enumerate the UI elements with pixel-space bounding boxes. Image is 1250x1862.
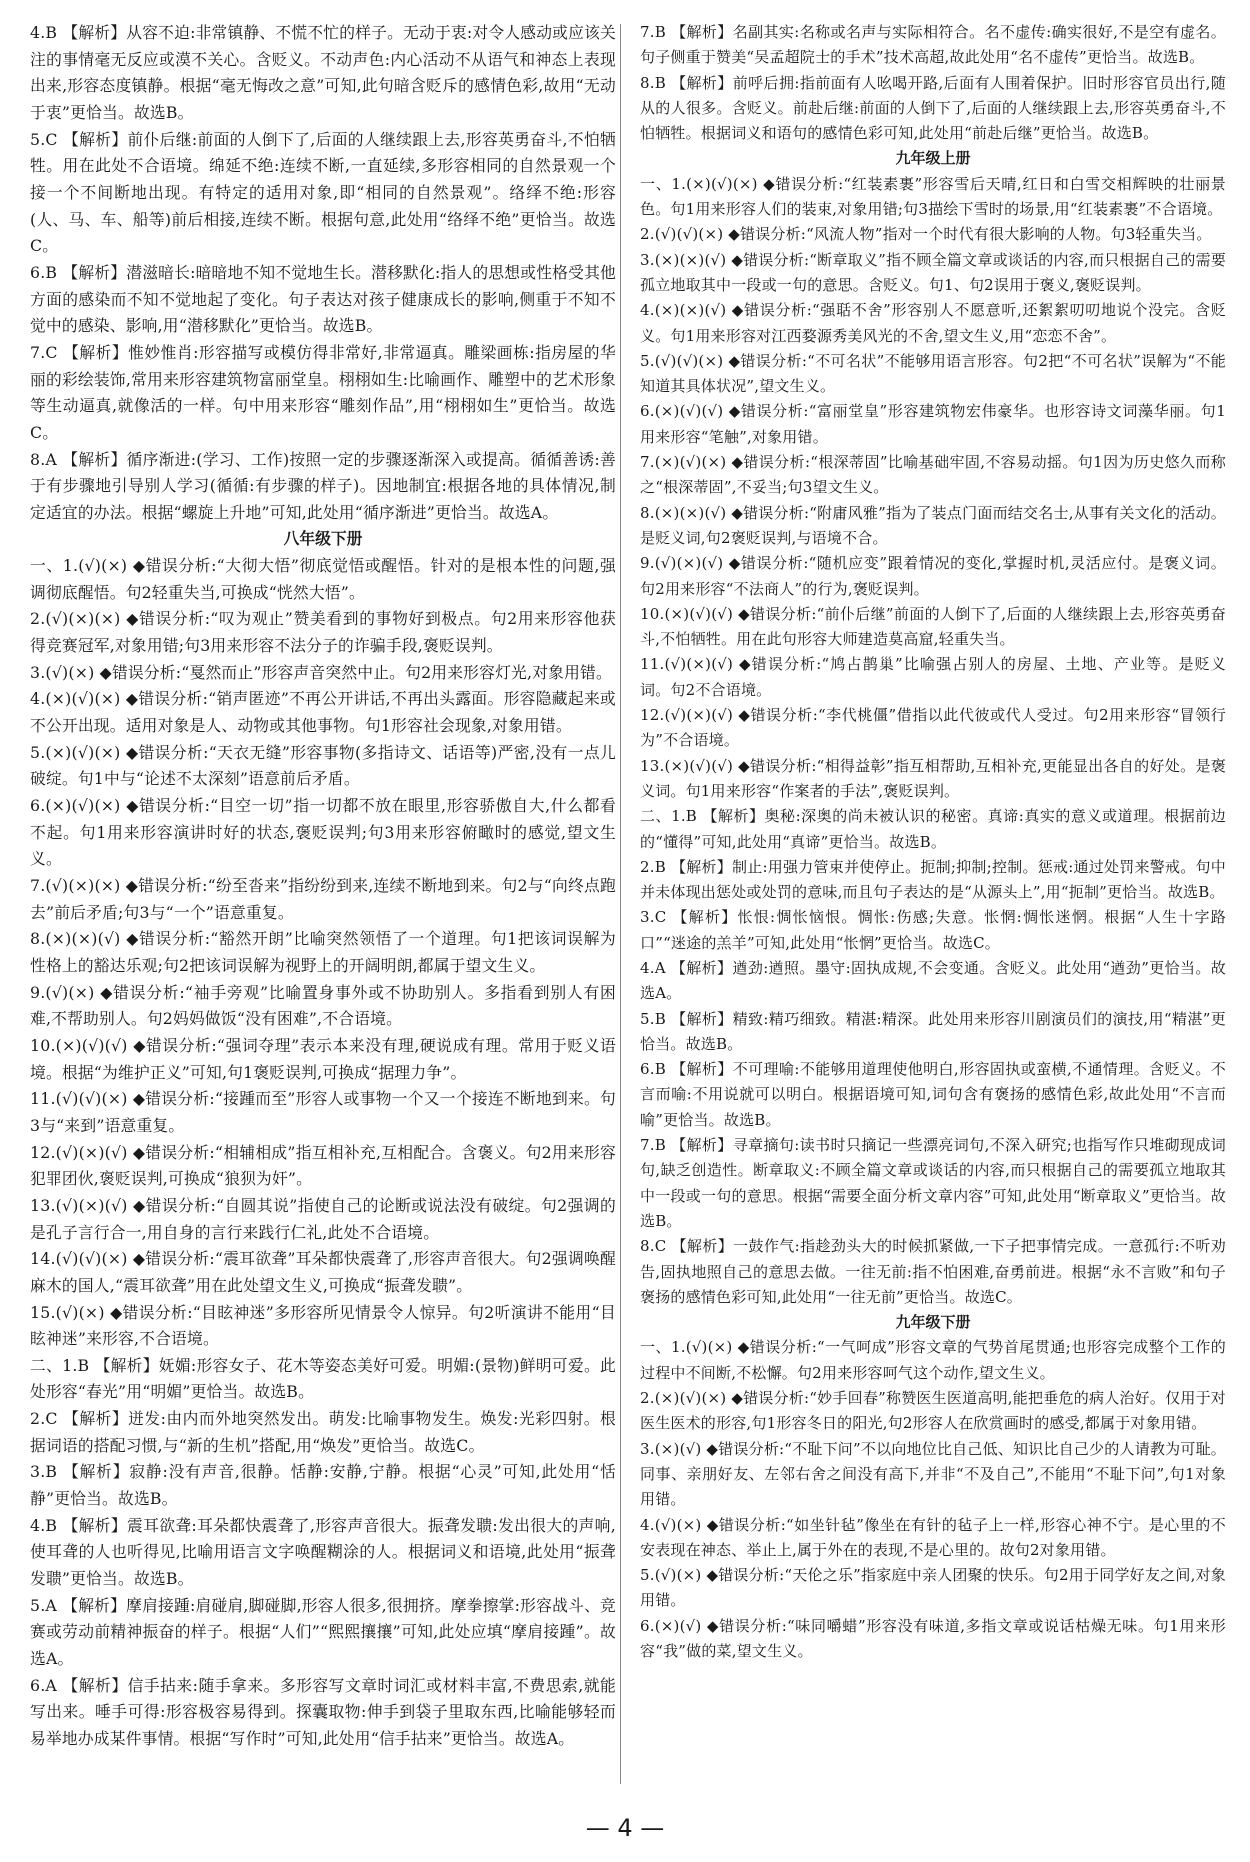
answer-paragraph: 5.A 【解析】摩肩接踵:肩碰肩,脚碰脚,形容人很多,很拥挤。摩拳擦掌:形容战斗、竞赛或劳动前精神振奋的样子。根据“人们”“熙熙攘攘”可知,此处应填“摩肩接踵”。故选A。 [30,1595,616,1669]
answer-paragraph: 6.(×)(√)(×) ◆错误分析:“目空一切”指一切都不放在眼里,形容骄傲自大,什么都看不起。句1用来形容演讲时好的状态,褒贬误判;句3用来形容俯瞰时的感觉,望文生义。 [30,796,616,869]
answer-paragraph: 10.(×)(√)(√) ◆错误分析:“前仆后继”前面的人倒下了,后面的人继续跟上去,形容英勇奋斗,不怕牺牲。用在此句形容大师建造莫高窟,轻重失当。 [640,604,1226,649]
answer-paragraph: 二、1.B 【解析】奥秘:深奥的尚未被认识的秘密。真谛:真实的意义或道理。根据前边的“懂得”可知,此处用“真谛”更恰当。故选B。 [640,807,1226,851]
answer-paragraph: 一、1.(√)(×) ◆错误分析:“大彻大悟”彻底觉悟或醒悟。针对的是根本性的问题,强调彻底醒悟。句2轻重失当,可换成“恍然大悟”。 [30,556,616,602]
answer-paragraph: 3.(×)(×)(√) ◆错误分析:“断章取义”指不顾全篇文章或谈话的内容,而只根据自己的需要孤立地取其中一段或一句的意思。含贬义。句1、句2误用于褒义,褒贬误判。 [640,250,1226,294]
section-heading: 九年级上册 [895,149,971,168]
answer-paragraph: 8.B 【解析】前呼后拥:指前面有人吆喝开路,后面有人围着保护。旧时形容官员出行,随从的人很多。含贬义。前赴后继:前面的人倒下了,后面的人继续跟上去,形容英勇奋斗,不怕牺牲。根据词义和语句的感情色彩可知,此处用“前赴后继”更恰当。故选B。 [640,73,1226,143]
answer-paragraph: 3.(√)(×) ◆错误分析:“戛然而止”形容声音突然中止。句2用来形容灯光,对象用错。 [30,662,612,682]
section-heading: 九年级下册 [895,1313,971,1332]
answer-paragraph: 12.(√)(×)(√) ◆错误分析:“李代桃僵”借指以此代彼或代人受过。句2用来形容“冒领行为”不合语境。 [640,706,1226,750]
answer-paragraph: 8.(×)(×)(√) ◆错误分析:“豁然开朗”比喻突然领悟了一个道理。句1把该词误解为性格上的豁达乐观;句2把该词误解为视野上的开阔明朗,都属于望文生义。 [30,929,616,975]
answer-paragraph: 8.(×)(×)(√) ◆错误分析:“附庸风雅”指为了装点门面而结交名士,从事有关文化的活动。是贬义词,句2褒贬误判,与语境不合。 [640,503,1226,547]
answer-paragraph: 5.C 【解析】前仆后继:前面的人倒下了,后面的人继续跟上去,形容英勇奋斗,不怕牺牲。用在此处不合语境。绵延不绝:连续不断,一直延续,多形容相同的自然景观一个接一个不间断地出现。有特定的适用对象,即“相同的自然景观”。络绎不绝:形容(人、马、车、船等)前后相接,连续不断。根据句意,此处用“络绎不绝”更恰当。故选C。 [30,129,616,256]
answer-paragraph: 6.B 【解析】不可理喻:不能够用道理使他明白,形容固执或蛮横,不通情理。含贬义。不言而喻:不用说就可以明白。根据语境可知,词句含有褒扬的感情色彩,故此处用“不言而喻”更恰当。故选B。 [640,1060,1226,1129]
answer-paragraph: 2.(√)(×)(×) ◆错误分析:“叹为观止”赞美看到的事物好到极点。句2用来形容他获得竞赛冠军,对象用错;句3用来形容不法分子的诈骗手段,褒贬误判。 [30,609,616,656]
answer-paragraph: 5.(√)(√)(×) ◆错误分析:“不可名状”不能够用语言形容。句2把“不可名状”误解为“不能知道其具体状况”,望文生义。 [640,351,1226,396]
page-number: — 4 — [585,1814,665,1842]
answer-paragraph: 6.(×)(√)(√) ◆错误分析:“富丽堂皇”形容建筑物宏伟豪华。也形容诗文词藻华丽。句1用来形容“笔触”,对象用错。 [640,402,1226,446]
answer-paragraph: 11.(√)(×)(√) ◆错误分析:“鸠占鹊巢”比喻强占别人的房屋、土地、产业等。是贬义词。句2不合语境。 [640,655,1226,699]
answer-paragraph: 2.C 【解析】迸发:由内而外地突然发出。萌发:比喻事物发生。焕发:光彩四射。根据词语的搭配习惯,与“新的生机”搭配,用“焕发”更恰当。故选C。 [30,1409,616,1455]
answer-paragraph: 4.(×)(×)(√) ◆错误分析:“强聒不舍”形容别人不愿意听,还絮絮叨叨地说个没完。含贬义。句1用来形容对江西婺源秀美风光的不舍,望文生义,用“恋恋不舍”。 [640,301,1226,345]
answer-paragraph: 一、1.(×)(√)(×) ◆错误分析:“红装素裹”形容雪后天晴,红日和白雪交相辉映的壮丽景色。句1用来形容人们的装束,对象用错;句3描绘下雪时的场景,用“红装素裹”不合语境。 [640,174,1226,219]
answer-paragraph: 8.C 【解析】一鼓作气:指趁劲头大的时候抓紧做,一下子把事情完成。一意孤行:不听劝告,固执地照自己的意思去做。一往无前:指不怕困难,奋勇前进。根据“永不言败”和句子褒扬的感情色彩可知,此处用“一往无前”更恰当。故选C。 [640,1237,1226,1306]
answer-paragraph: 2.(×)(√)(×) ◆错误分析:“妙手回春”称赞医生医道高明,能把垂危的病人治好。仅用于对医生医术的形容,句1形容冬日的阳光,句2形容人在欣赏画时的感受,都属于对象用错。 [640,1389,1226,1433]
answer-paragraph: 11.(√)(√)(×) ◆错误分析:“接踵而至”形容人或事物一个又一个接连不断地到来。句3与“来到”语意重复。 [30,1089,616,1135]
answer-paragraph: 5.(√)(×) ◆错误分析:“天伦之乐”指家庭中亲人团聚的快乐。句2用于同学好友之间,对象用错。 [640,1566,1226,1610]
answer-paragraph: 6.(×)(√) ◆错误分析:“味同嚼蜡”形容没有味道,多指文章或说话枯燥无味。句1用来形容“我”做的菜,望文生义。 [640,1616,1226,1660]
left-column [30,20,616,1790]
answer-paragraph: 6.A 【解析】信手拈来:随手拿来。多形容写文章时词汇或材料丰富,不费思索,就能写出来。唾手可得:形容极容易得到。探囊取物:伸手到袋子里取东西,比喻能够轻而易举地办成某件事情。根据“写作时”可知,此处用“信手拈来”更恰当。故选A。 [30,1675,616,1748]
answer-paragraph: 8.A 【解析】循序渐进:(学习、工作)按照一定的步骤逐渐深入或提高。循循善诱:善于有步骤地引导别人学习(循循:有步骤的样子)。因地制宜:根据各地的具体情况,制定适宜的办法。根据“螺旋上升地”可知,此处用“循序渐进”更恰当。故选A。 [30,449,616,522]
answer-paragraph: 一、1.(√)(×) ◆错误分析:“一气呵成”形容文章的气势首尾贯通;也形容完成整个工作的过程中不间断,不松懈。句2用来形容呵气这个动作,望文生义。 [640,1338,1226,1382]
answer-paragraph: 二、1.B 【解析】妩媚:形容女子、花木等姿态美好可爱。明媚:(景物)鲜明可爱。此处形容“春光”用“明媚”更恰当。故选B。 [30,1355,616,1402]
answer-paragraph: 4.(×)(√)(×) ◆错误分析:“销声匿迹”不再公开讲话,不再出头露面。形容隐藏起来或不公开出现。适用对象是人、动物或其他事物。句1形容社会现象,对象用错。 [30,689,616,736]
answer-paragraph: 13.(√)(×)(√) ◆错误分析:“自圆其说”指使自己的论断或说法没有破绽。句2强调的是孔子言行合一,用自身的言行来践行仁礼,此处不合语境。 [30,1195,616,1242]
answer-paragraph: 2.(√)(√)(×) ◆错误分析:“风流人物”指对一个时代有很大影响的人物。句3轻重失当。 [640,225,1212,244]
answer-paragraph: 13.(×)(√)(√) ◆错误分析:“相得益彰”指互相帮助,互相补充,更能显出各自的好处。是褒义词。句1用来形容“作案者的手法”,褒贬误判。 [640,756,1226,800]
answer-paragraph: 9.(√)(×) ◆错误分析:“袖手旁观”比喻置身事外或不协助别人。多指看到别人有困难,不帮助别人。句2妈妈做饭“没有困难”,不合语境。 [30,982,616,1029]
section-heading: 八年级下册 [283,529,363,549]
answer-paragraph: 2.B 【解析】制止:用强力管束并使停止。扼制;抑制;控制。惩戒:通过处罚来警戒。句中并未体现出惩处或处罚的意味,而且句子表达的是“从源头上”,用“扼制”更恰当。故选B。 [640,857,1226,902]
answer-paragraph: 3.(×)(√) ◆错误分析:“不耻下问”不以向地位比自己低、知识比自己少的人请教为可耻。同事、亲朋好友、左邻右舍之间没有高下,并非“不及自己”,不能用“不耻下问”,句1对象用错。 [640,1439,1226,1509]
answer-paragraph: 4.B 【解析】从容不迫:非常镇静、不慌不忙的样子。无动于衷:对令人感动或应该关注的事情毫无反应或漠不关心。含贬义。不动声色:内心活动不从语气和神态上表现出来,形容态度镇静。根据“毫无悔改之意”可知,此句暗含贬斥的感情色彩,故用“无动于衷”更恰当。故选B。 [30,23,616,122]
answer-paragraph: 12.(√)(×)(√) ◆错误分析:“相辅相成”指互相补充,互相配合。含褒义。句2用来形容犯罪团伙,褒贬误判,可换成“狼狈为奸”。 [30,1142,616,1189]
answer-paragraph: 3.B 【解析】寂静:没有声音,很静。恬静:安静,宁静。根据“心灵”可知,此处用“恬静”更恰当。故选B。 [30,1462,616,1509]
answer-paragraph: 7.B 【解析】名副其实:名称或名声与实际相符合。名不虚传:确实很好,不是空有虚名。句子侧重于赞美“吴孟超院士的手术”技术高超,故此处用“名不虚传”更恰当。故选B。 [640,23,1226,67]
answer-paragraph: 4.(√)(×) ◆错误分析:“如坐针毡”像坐在有针的毡子上一样,形容心神不宁。是心里的不安表现在神态、举止上,属于外在的表现,不是心里的。故句2对象用错。 [640,1515,1226,1559]
answer-paragraph: 6.B 【解析】潜滋暗长:暗暗地不知不觉地生长。潜移默化:指人的思想或性格受其他方面的感染而不知不觉地起了变化。句子表达对孩子健康成长的影响,侧重于不知不觉中的感染、影响,用“潜移默化”更恰当。故选B。 [30,262,616,336]
answer-paragraph: 4.A 【解析】遒劲:遒照。墨守:固执成规,不会变通。含贬义。此处用“遒劲”更恰当。故选A。 [640,958,1226,1003]
answer-paragraph: 5.B 【解析】精致:精巧细致。精湛:精深。此处用来形容川剧演员们的演技,用“精湛”更恰当。故选B。 [640,1009,1226,1053]
answer-paragraph: 10.(×)(√)(√) ◆错误分析:“强词夺理”表示本来没有理,硬说成有理。常用于贬义语境。根据“为维护正义”可知,句1褒贬误判,可换成“据理力争”。 [30,1035,616,1082]
answer-paragraph: 3.C 【解析】怅恨:惆怅恼恨。惆怅:伤感;失意。怅惘:惆怅迷惘。根据“人生十字路口”“迷途的羔羊”可知,此处用“怅惘”更恰当。故选C。 [640,908,1226,952]
answer-paragraph: 4.B 【解析】震耳欲聋:耳朵都快震聋了,形容声音很大。振聋发聩:发出很大的声响,使耳聋的人也听得见,比喻用语言文字唤醒糊涂的人。根据词义和语境,此处用“振聋发聩”更恰当。故选B。 [30,1515,616,1589]
column-divider [620,24,621,1784]
answer-paragraph: 9.(√)(×)(√) ◆错误分析:“随机应变”跟着情况的变化,掌握时机,灵活应付。是褒义词。句2用来形容“不法商人”的行为,褒贬误判。 [640,554,1226,598]
answer-paragraph: 15.(√)(×) ◆错误分析:“目眩神迷”多形容所见情景令人惊异。句2听演讲不能用“目眩神迷”来形容,不合语境。 [30,1302,616,1349]
answer-paragraph: 5.(×)(√)(×) ◆错误分析:“天衣无缝”形容事物(多指诗文、话语等)严密,没有一点儿破绽。句1中与“论述不太深刻”语意前后矛盾。 [30,742,616,789]
right-column [640,20,1226,1790]
answer-paragraph: 7.C 【解析】惟妙惟肖:形容描写或模仿得非常好,非常逼真。雕梁画栋:指房屋的华丽的彩绘装饰,常用来形容建筑物富丽堂皇。栩栩如生:比喻画作、雕塑中的艺术形象等生动逼真,就像活的一样。句中用来形容“雕刻作品”,用“栩栩如生”更恰当。故选C。 [30,342,616,442]
answer-paragraph: 7.(√)(×)(×) ◆错误分析:“纷至沓来”指纷纷到来,连续不断地到来。句2与“向终点跑去”前后矛盾;句3与“一个”语意重复。 [30,876,616,922]
answer-paragraph: 14.(√)(√)(×) ◆错误分析:“震耳欲聋”耳朵都快震聋了,形容声音很大。句2强调唤醒麻木的国人,“震耳欲聋”用在此处望文生义,可换成“振聋发聩”。 [30,1249,616,1295]
answer-paragraph: 7.B 【解析】寻章摘句:读书时只摘记一些漂亮词句,不深入研究;也指写作只堆砌现成词句,缺乏创造性。断章取义:不顾全篇文章或谈话的内容,而只根据自己的需要孤立地取其中一段或一句的意思。根据“需要全面分析文章内容”可知,此处用“断章取义”更恰当。故选B。 [640,1136,1226,1230]
answer-paragraph: 7.(×)(√)(×) ◆错误分析:“根深蒂固”比喻基础牢固,不容易动摇。句1因为历史悠久而称之“根深蒂固”,不妥当;句3望文生义。 [640,453,1226,497]
